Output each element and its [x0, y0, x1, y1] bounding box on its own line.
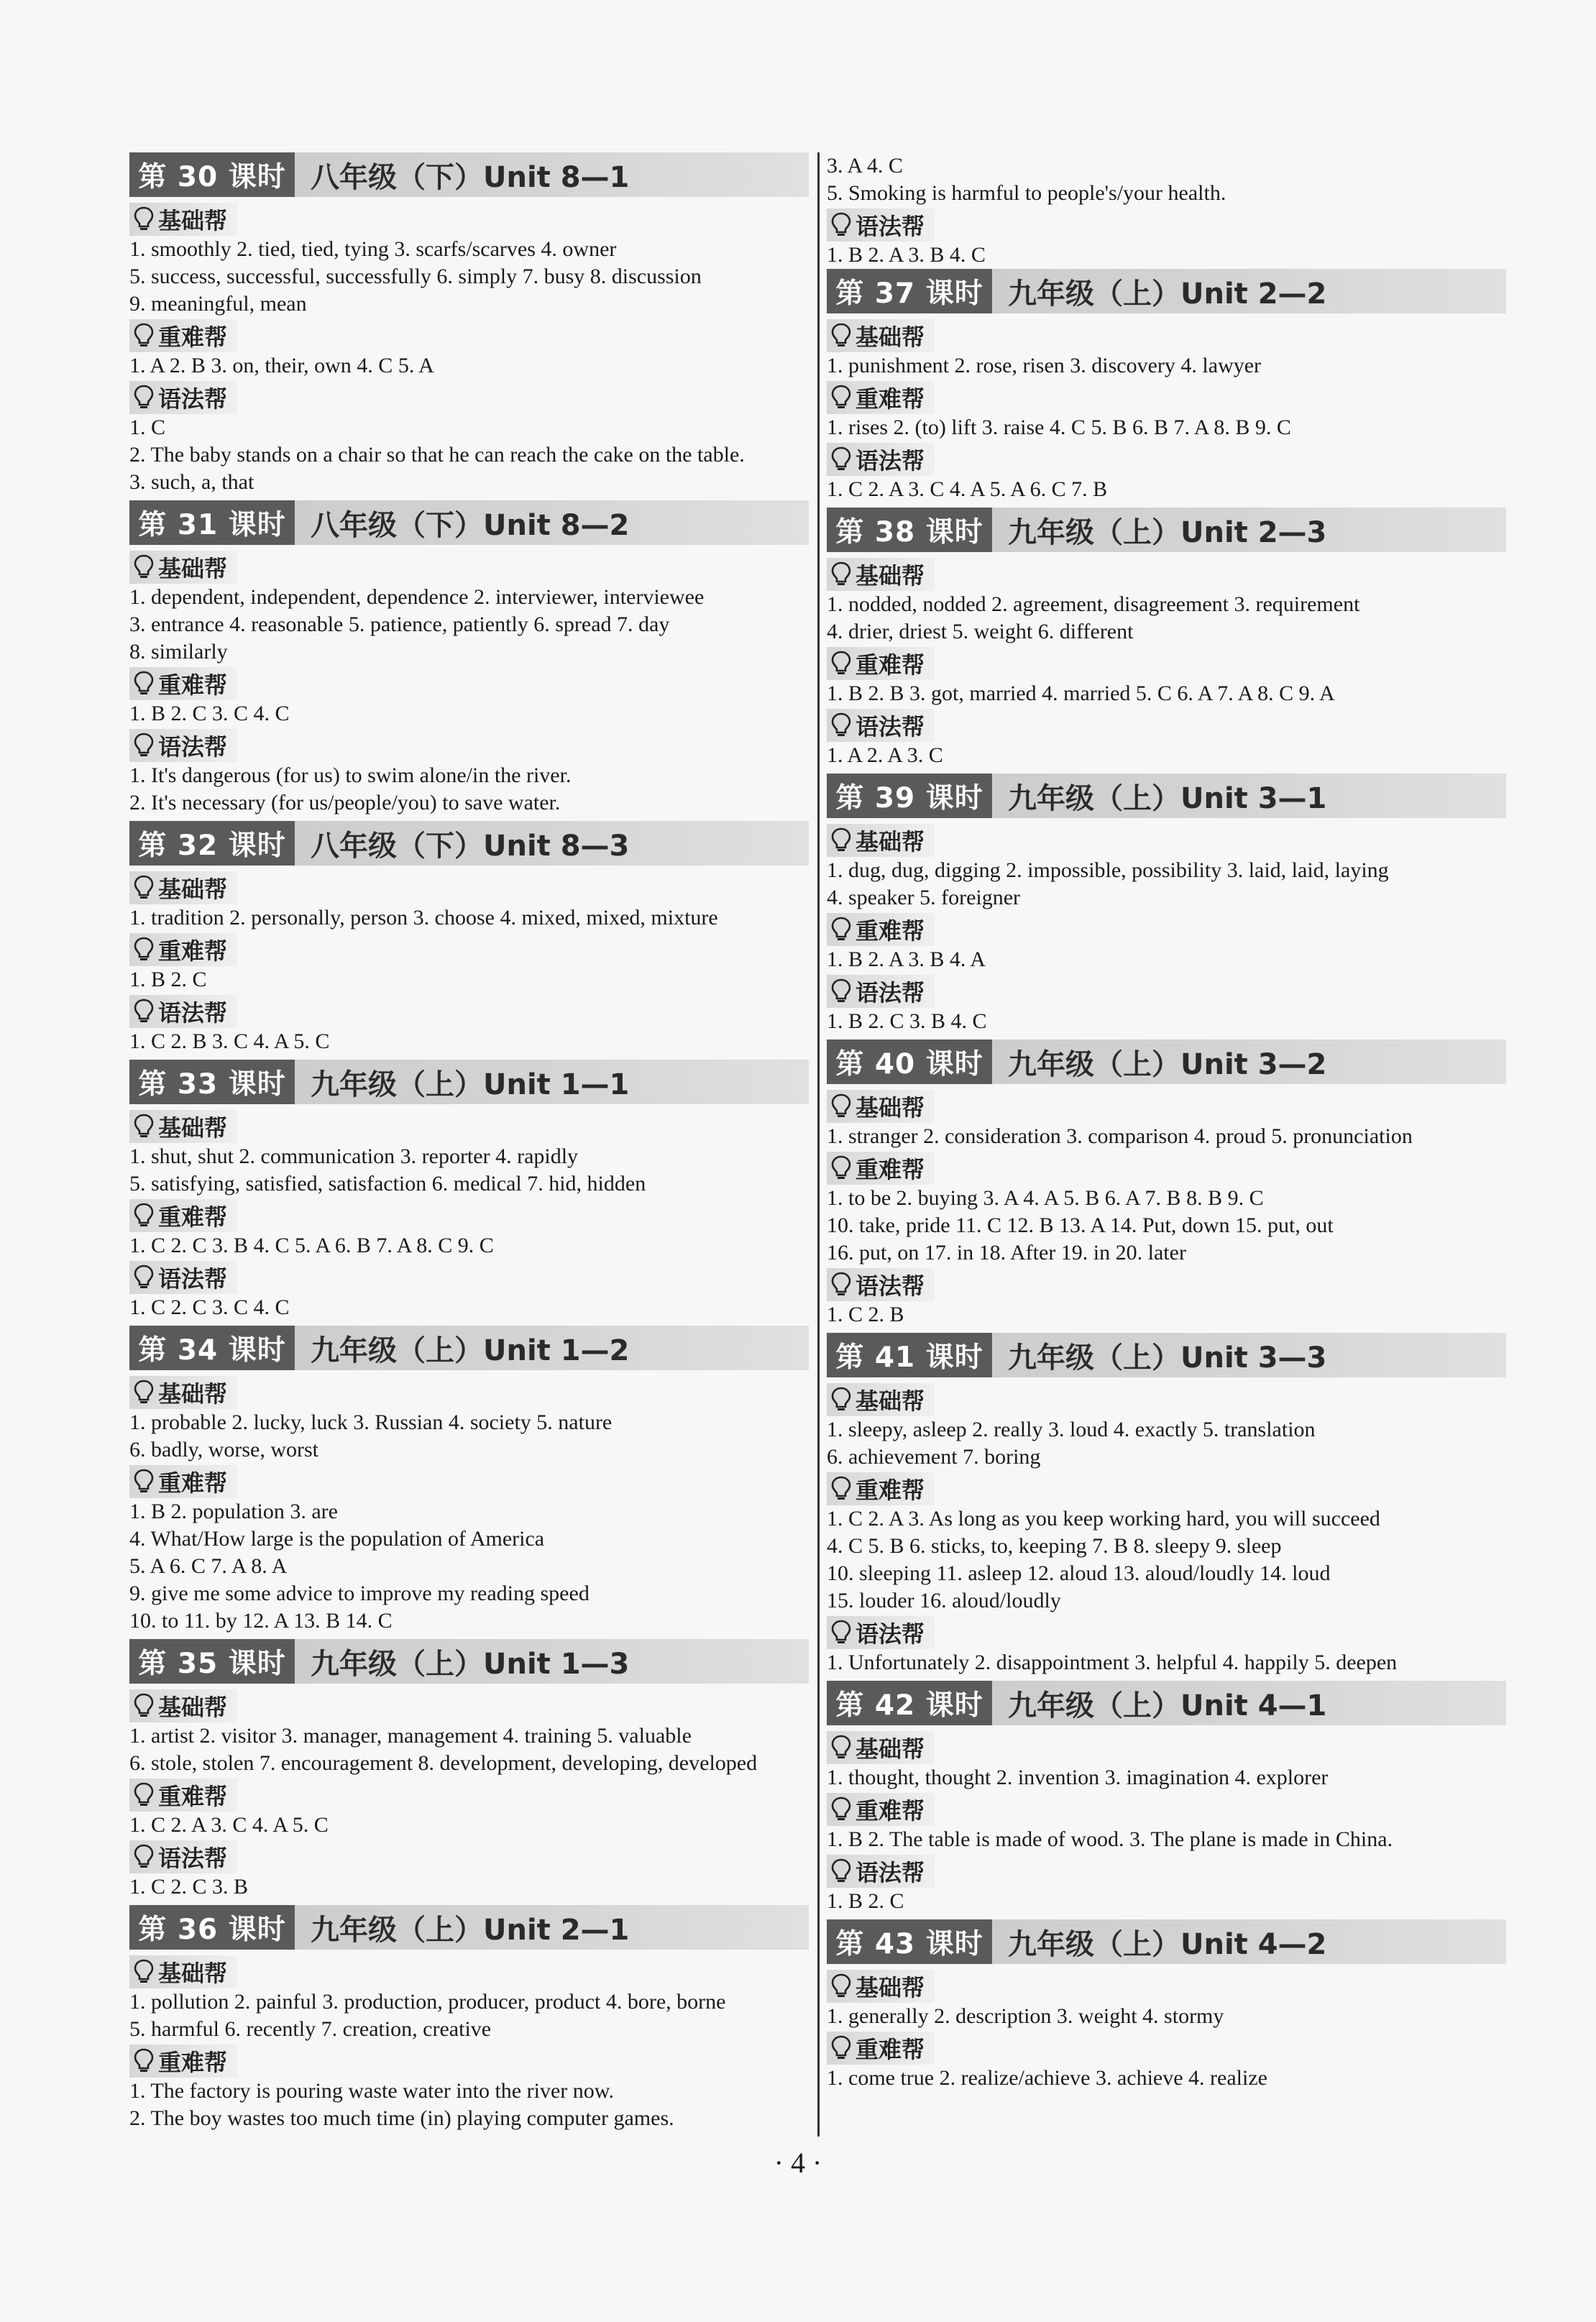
subhead-basic	[129, 1110, 237, 1143]
lesson-number: 第 37 课时	[827, 269, 992, 313]
lightbulb-icon	[134, 999, 158, 1024]
lesson-number: 第 33 课时	[129, 1060, 295, 1104]
answer-line: 1. generally 2. description 3. weight 4. stormy	[827, 2004, 1224, 2028]
subhead-hard	[129, 1199, 237, 1232]
lightbulb-icon	[831, 978, 856, 1004]
lightbulb-icon	[134, 1959, 158, 1985]
answer-line: 10. to 11. by 12. A 13. B 14. C	[129, 1609, 393, 1633]
lightbulb-icon	[831, 446, 856, 472]
lesson-title: 八年级（下）Unit 8—1	[311, 160, 630, 194]
lightbulb-icon	[831, 1387, 856, 1413]
subhead-grammar	[129, 729, 237, 762]
subhead-label: 基础帮	[856, 1735, 925, 1763]
subhead-grammar	[129, 1840, 237, 1873]
subhead-basic	[827, 1731, 935, 1764]
subhead-label: 基础帮	[158, 555, 228, 582]
lightbulb-icon	[831, 323, 856, 349]
subhead-basic	[827, 558, 935, 591]
answer-line: 1. A 2. A 3. C	[827, 743, 943, 767]
answer-line: 1. C 2. A 3. As long as you keep working hard, you will succeed	[827, 1507, 1380, 1531]
answer-line: 16. put, on 17. in 18. After 19. in 20. later	[827, 1241, 1186, 1265]
answer-line: 1. C 2. C 3. B	[129, 1875, 249, 1899]
lightbulb-icon	[134, 1782, 158, 1808]
answer-line: 1. B 2. A 3. B 4. C	[827, 243, 986, 267]
subhead-label: 基础帮	[158, 1380, 228, 1408]
subhead-label: 重难帮	[158, 1469, 228, 1497]
lightbulb-icon	[134, 206, 158, 232]
subhead-label: 重难帮	[856, 1797, 925, 1825]
subhead-hard	[129, 1465, 237, 1498]
lesson-title: 九年级（上）Unit 4—2	[1008, 1927, 1327, 1961]
lesson-section	[129, 500, 809, 817]
subhead-label: 语法帮	[856, 979, 925, 1006]
answer-line: 1. B 2. B 3. got, married 4. married 5. C 6. A 7. A 8. C 9. A	[827, 682, 1335, 705]
lesson-number: 第 36 课时	[129, 1905, 295, 1950]
answer-line: 1. A 2. B 3. on, their, own 4. C 5. A	[129, 354, 434, 377]
lightbulb-icon	[134, 1693, 158, 1719]
answer-line: 1. C 2. A 3. C 4. A 5. C	[129, 1813, 329, 1837]
answer-line: 1. It's dangerous (for us) to swim alone/in the river.	[129, 763, 572, 787]
lightbulb-icon	[831, 712, 856, 738]
answer-line: 1. C 2. B	[827, 1303, 904, 1326]
lightbulb-icon	[831, 1858, 856, 1884]
right-column	[827, 152, 1506, 2096]
answer-line: 1. come true 2. realize/achieve 3. achieve 4. realize	[827, 2066, 1267, 2090]
subhead-hard	[827, 1793, 935, 1826]
answer-line: 1. Unfortunately 2. disappointment 3. helpful 4. happily 5. deepen	[827, 1651, 1398, 1674]
answer-line: 1. nodded, nodded 2. agreement, disagreement 3. requirement	[827, 592, 1360, 616]
lesson-number: 第 39 课时	[827, 774, 992, 818]
subhead-label: 语法帮	[158, 733, 228, 761]
subhead-basic	[129, 203, 237, 236]
answer-line: 2. It's necessary (for us/people/you) to save water.	[129, 791, 561, 814]
lightbulb-icon	[831, 212, 856, 238]
lightbulb-icon	[134, 1380, 158, 1405]
answer-line: 3. such, a, that	[129, 470, 254, 494]
lightbulb-icon	[134, 937, 158, 963]
answer-line: 5. Smoking is harmful to people's/your health.	[827, 181, 1226, 205]
subhead-hard	[827, 2032, 935, 2065]
lesson-title: 九年级（上）Unit 1—2	[311, 1334, 630, 1367]
answer-line: 1. C 2. C 3. C 4. C	[129, 1295, 290, 1319]
answer-line: 9. give me some advice to improve my reading speed	[129, 1582, 590, 1605]
lightbulb-icon	[134, 671, 158, 697]
lesson-header	[827, 1681, 1506, 1725]
lesson-section	[827, 1919, 1506, 2092]
subhead-grammar	[827, 709, 935, 742]
answer-line: 4. drier, driest 5. weight 6. different	[827, 620, 1134, 643]
answer-line: 5. success, successful, successfully 6. simply 7. busy 8. discussion	[129, 265, 702, 288]
subhead-label: 语法帮	[856, 1620, 925, 1648]
subhead-basic	[827, 1970, 935, 2003]
lesson-header	[827, 1919, 1506, 1964]
lesson-section	[827, 1333, 1506, 1676]
subhead-label: 重难帮	[158, 1203, 228, 1231]
lightbulb-icon	[134, 323, 158, 349]
subhead-grammar	[129, 995, 237, 1028]
column-divider	[817, 152, 820, 2137]
subhead-label: 重难帮	[158, 937, 228, 965]
subhead-label: 语法帮	[856, 213, 925, 240]
answer-line: 1. sleepy, asleep 2. really 3. loud 4. exactly 5. translation	[827, 1418, 1316, 1441]
answer-line: 1. The factory is pouring waste water into the river now.	[129, 2079, 614, 2103]
lesson-header	[129, 152, 809, 197]
answer-line: 10. sleeping 11. asleep 12. aloud 13. aloud/loudly 14. loud	[827, 1561, 1331, 1585]
answer-line: 1. rises 2. (to) lift 3. raise 4. C 5. B 6. B 7. A 8. B 9. C	[827, 416, 1291, 439]
lightbulb-icon	[831, 1476, 856, 1502]
answer-line: 1. C 2. C 3. B 4. C 5. A 6. B 7. A 8. C 9. C	[129, 1234, 494, 1257]
subhead-label: 语法帮	[158, 1265, 228, 1293]
lesson-title: 九年级（上）Unit 3—1	[1008, 781, 1327, 815]
subhead-grammar	[129, 1261, 237, 1294]
subhead-label: 重难帮	[158, 2049, 228, 2076]
lightbulb-icon	[831, 917, 856, 942]
lightbulb-icon	[134, 554, 158, 580]
answer-line: 9. meaningful, mean	[129, 292, 307, 316]
lightbulb-icon	[831, 827, 856, 853]
lesson-title: 九年级（上）Unit 4—1	[1008, 1689, 1327, 1722]
answer-line: 1. smoothly 2. tied, tied, tying 3. scarfs/scarves 4. owner	[129, 237, 617, 261]
answer-line: 6. stole, stolen 7. encouragement 8. development, developing, developed	[129, 1751, 758, 1775]
answer-line: 1. shut, shut 2. communication 3. reporter 4. rapidly	[129, 1144, 579, 1168]
answer-line: 5. harmful 6. recently 7. creation, creative	[129, 2017, 492, 2041]
answer-line: 1. pollution 2. painful 3. production, producer, product 4. bore, borne	[129, 1990, 726, 2014]
subhead-hard	[827, 1472, 935, 1505]
answer-line: 1. B 2. C	[827, 1889, 904, 1913]
subhead-label: 基础帮	[856, 1094, 925, 1121]
lightbulb-icon	[134, 733, 158, 758]
lightbulb-icon	[831, 561, 856, 587]
lesson-title: 九年级（上）Unit 1—3	[311, 1647, 630, 1681]
subhead-hard	[827, 913, 935, 946]
lesson-number: 第 40 课时	[827, 1040, 992, 1084]
answer-line: 1. tradition 2. personally, person 3. choose 4. mixed, mixed, mixture	[129, 906, 718, 930]
lesson-section	[827, 1681, 1506, 1915]
lesson-number: 第 42 课时	[827, 1681, 992, 1725]
lightbulb-icon	[134, 2048, 158, 2074]
answer-line: 5. A 6. C 7. A 8. A	[129, 1554, 288, 1578]
answer-line: 1. artist 2. visitor 3. manager, management 4. training 5. valuable	[129, 1724, 692, 1748]
answer-line: 1. B 2. C 3. C 4. C	[129, 702, 290, 725]
answer-line: 1. C	[129, 416, 166, 439]
lightbulb-icon	[831, 1796, 856, 1822]
subhead-hard	[129, 1779, 237, 1812]
lesson-header	[827, 774, 1506, 818]
lesson-section	[129, 1905, 809, 2132]
lesson-header	[827, 269, 1506, 313]
subhead-label: 基础帮	[158, 1114, 228, 1142]
answer-line: 2. The baby stands on a chair so that he can reach the cake on the table.	[129, 443, 745, 467]
answer-line: 10. take, pride 11. C 12. B 13. A 14. Put, down 15. put, out	[827, 1213, 1334, 1237]
lightbulb-icon	[831, 651, 856, 676]
subhead-basic	[827, 1383, 935, 1416]
subhead-basic	[827, 1090, 935, 1123]
lesson-section	[129, 821, 809, 1055]
lesson-header	[827, 508, 1506, 552]
subhead-label: 基础帮	[158, 876, 228, 903]
lesson-header	[129, 821, 809, 866]
lightbulb-icon	[831, 1155, 856, 1181]
answer-line: 1. dug, dug, digging 2. impossible, possibility 3. laid, laid, laying	[827, 858, 1389, 882]
lesson-number: 第 41 课时	[827, 1333, 992, 1377]
subhead-grammar	[827, 975, 935, 1008]
lesson-number: 第 34 课时	[129, 1326, 295, 1370]
subhead-label: 基础帮	[856, 1974, 925, 2001]
subhead-basic	[129, 871, 237, 904]
lesson-header	[827, 1333, 1506, 1377]
subhead-basic	[827, 824, 935, 857]
subhead-hard	[129, 319, 237, 352]
subhead-hard	[129, 933, 237, 966]
subhead-label: 重难帮	[856, 917, 925, 945]
subhead-label: 语法帮	[158, 385, 228, 413]
answer-line: 1. C 2. A 3. C 4. A 5. A 6. C 7. B	[827, 477, 1108, 501]
lightbulb-icon	[831, 1735, 856, 1761]
subhead-label: 基础帮	[158, 1960, 228, 1987]
page-number: · 4 ·	[774, 2147, 822, 2179]
answer-line: 1. to be 2. buying 3. A 4. A 5. B 6. A 7. B 8. B 9. C	[827, 1186, 1264, 1210]
lesson-title: 九年级（上）Unit 1—1	[311, 1068, 630, 1101]
answer-line: 2. The boy wastes too much time (in) playing computer games.	[129, 2106, 674, 2130]
subhead-label: 重难帮	[856, 651, 925, 679]
subhead-label: 重难帮	[856, 1156, 925, 1183]
lightbulb-icon	[134, 875, 158, 901]
subhead-basic	[129, 551, 237, 584]
subhead-hard	[129, 2045, 237, 2078]
subhead-grammar	[827, 208, 935, 242]
answer-line: 1. probable 2. lucky, luck 3. Russian 4. society 5. nature	[129, 1410, 613, 1434]
subhead-label: 基础帮	[856, 1387, 925, 1415]
lesson-number: 第 38 课时	[827, 508, 992, 552]
lesson-number: 第 43 课时	[827, 1919, 992, 1964]
answer-line: 1. stranger 2. consideration 3. comparison 4. proud 5. pronunciation	[827, 1124, 1413, 1148]
lightbulb-icon	[831, 385, 856, 410]
answer-line: 8. similarly	[129, 640, 228, 664]
lesson-header	[129, 500, 809, 545]
lesson-header	[129, 1326, 809, 1370]
lesson-section	[827, 269, 1506, 503]
subhead-basic	[129, 1955, 237, 1988]
lightbulb-icon	[831, 1093, 856, 1119]
answer-line: 6. achievement 7. boring	[827, 1445, 1041, 1469]
lightbulb-icon	[134, 1203, 158, 1229]
lesson-number: 第 31 课时	[129, 500, 295, 545]
subhead-label: 重难帮	[856, 1477, 925, 1504]
subhead-label: 语法帮	[856, 1272, 925, 1300]
subhead-label: 重难帮	[158, 1783, 228, 1810]
subhead-hard	[827, 647, 935, 680]
lesson-title: 八年级（下）Unit 8—2	[311, 508, 630, 542]
subhead-hard	[129, 667, 237, 700]
lesson-header	[129, 1905, 809, 1950]
answer-line: 5. satisfying, satisfied, satisfaction 6. medical 7. hid, hidden	[129, 1172, 646, 1196]
lightbulb-icon	[831, 1973, 856, 1999]
lightbulb-icon	[134, 1844, 158, 1870]
lesson-title: 九年级（上）Unit 2—3	[1008, 515, 1327, 549]
subhead-label: 基础帮	[856, 562, 925, 589]
subhead-label: 基础帮	[856, 323, 925, 351]
lightbulb-icon	[134, 1265, 158, 1290]
answer-line: 6. badly, worse, worst	[129, 1438, 319, 1461]
answer-line: 4. speaker 5. foreigner	[827, 886, 1021, 909]
answer-line: 1. dependent, independent, dependence 2. interviewer, interviewee	[129, 585, 705, 609]
lesson-title: 九年级（上）Unit 2—2	[1008, 277, 1327, 311]
lightbulb-icon	[831, 1620, 856, 1646]
lesson-section	[827, 774, 1506, 1035]
lesson-section	[129, 152, 809, 496]
subhead-basic	[129, 1376, 237, 1409]
subhead-label: 重难帮	[856, 385, 925, 413]
answer-line: 1. B 2. C 3. B 4. C	[827, 1009, 987, 1033]
subhead-grammar	[827, 443, 935, 476]
subhead-label: 基础帮	[158, 207, 228, 234]
answer-line: 1. B 2. C	[129, 968, 207, 991]
lesson-section	[129, 1326, 809, 1635]
lesson-section	[827, 508, 1506, 769]
subhead-grammar	[129, 381, 237, 414]
answer-line: 3. entrance 4. reasonable 5. patience, patiently 6. spread 7. day	[129, 612, 670, 636]
subhead-hard	[827, 381, 935, 414]
answer-line: 1. thought, thought 2. invention 3. imagination 4. explorer	[827, 1766, 1329, 1789]
lesson-section	[129, 1639, 809, 1901]
lesson-title: 九年级（上）Unit 2—1	[311, 1913, 630, 1947]
lesson-section	[827, 1040, 1506, 1329]
answer-line: 4. C 5. B 6. sticks, to, keeping 7. B 8. sleepy 9. sleep	[827, 1534, 1282, 1558]
answer-line: 1. B 2. The table is made of wood. 3. The plane is made in China.	[827, 1827, 1393, 1851]
answer-line: 1. punishment 2. rose, risen 3. discovery 4. lawyer	[827, 354, 1262, 377]
lesson-number: 第 35 课时	[129, 1639, 295, 1684]
subhead-label: 语法帮	[158, 999, 228, 1027]
lightbulb-icon	[831, 1272, 856, 1298]
subhead-label: 语法帮	[856, 713, 925, 740]
answer-line: 1. B 2. population 3. are	[129, 1500, 338, 1523]
subhead-label: 语法帮	[856, 447, 925, 474]
lesson-title: 九年级（上）Unit 3—2	[1008, 1047, 1327, 1081]
subhead-grammar	[827, 1616, 935, 1649]
subhead-label: 基础帮	[856, 828, 925, 855]
subhead-label: 重难帮	[856, 2036, 925, 2063]
subhead-label: 基础帮	[158, 1694, 228, 1721]
answer-line: 1. B 2. A 3. B 4. A	[827, 947, 986, 971]
lesson-header	[129, 1060, 809, 1104]
subhead-basic	[129, 1689, 237, 1722]
subhead-basic	[827, 319, 935, 352]
subhead-hard	[827, 1152, 935, 1185]
subhead-label: 重难帮	[158, 671, 228, 699]
left-column	[129, 152, 809, 2137]
lesson-title: 九年级（上）Unit 3—3	[1008, 1341, 1327, 1375]
lesson-section	[129, 1060, 809, 1321]
lesson-number: 第 32 课时	[129, 821, 295, 866]
subhead-grammar	[827, 1855, 935, 1888]
lightbulb-icon	[831, 2035, 856, 2061]
lightbulb-icon	[134, 1114, 158, 1139]
lightbulb-icon	[134, 385, 158, 410]
answer-line: 1. C 2. B 3. C 4. A 5. C	[129, 1029, 330, 1053]
answer-line: 3. A 4. C	[827, 154, 903, 178]
subhead-label: 语法帮	[856, 1859, 925, 1886]
subhead-label: 重难帮	[158, 323, 228, 351]
subhead-grammar	[827, 1268, 935, 1301]
lightbulb-icon	[134, 1469, 158, 1495]
lesson-title: 八年级（下）Unit 8—3	[311, 829, 630, 863]
lesson-number: 第 30 课时	[129, 152, 295, 197]
subhead-label: 语法帮	[158, 1845, 228, 1872]
lesson-header	[129, 1639, 809, 1684]
answer-line: 4. What/How large is the population of America	[129, 1527, 545, 1551]
answer-line: 15. louder 16. aloud/loudly	[827, 1589, 1061, 1612]
lesson-header	[827, 1040, 1506, 1084]
